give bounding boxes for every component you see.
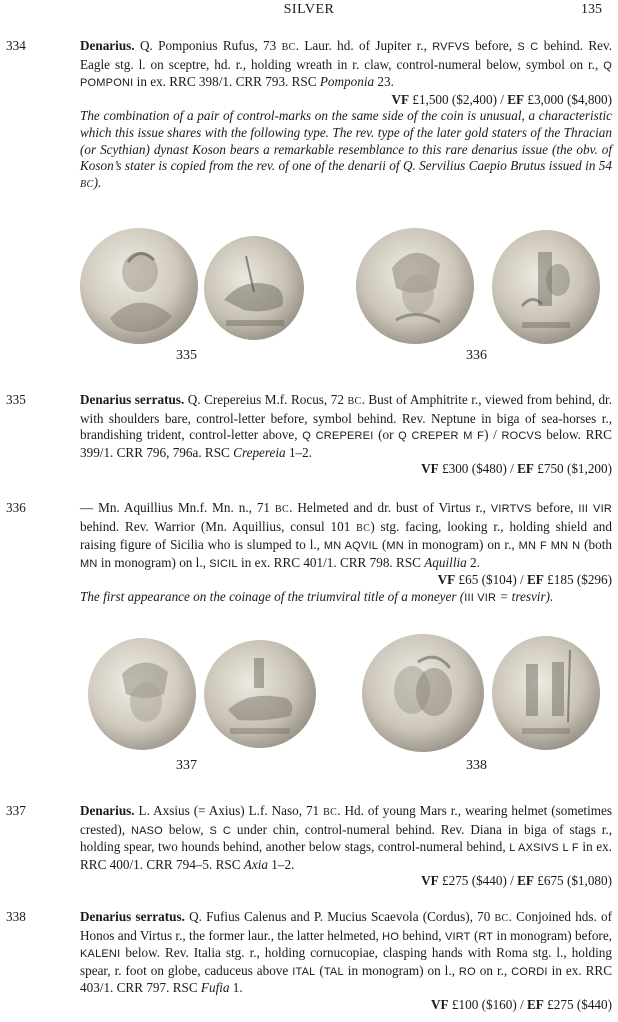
text-run: . Bust of Amphitrite r., viewed from behind, dr. with shoulders bare, control-letter before, symbol behind. Rev. Neptune in biga of sea-horses r., brandishing trident, control-letter above, (80, 392, 613, 443)
legend: TAL (323, 965, 344, 978)
text-run: in ex. RRC 401/1. CRR 798. RSC (237, 554, 425, 570)
denomination: Denarius. (80, 38, 135, 53)
neptune-biga-icon (204, 236, 304, 340)
denomination: Denarius serratus. (80, 392, 185, 407)
text-run: . Hd. of young Mars r., wearing helmet (sometimes crested), (80, 803, 612, 837)
price-line (80, 873, 612, 890)
legend: MN (386, 540, 404, 553)
text-run: (both (580, 537, 612, 553)
entry-number: 336 (6, 500, 26, 515)
price-ef: £185 ($296) (543, 572, 612, 588)
era-abbrev: BC (323, 807, 338, 818)
text-run: below. Rev. Italia stg. r., holding cornucopiae, clasping hands with Roma stg. l., holding spear, r. foot on globe, caduceus above (80, 945, 612, 978)
price-vf: £65 ($104) / (455, 572, 527, 588)
family-name: Fufia (200, 980, 230, 996)
text-run: ( (378, 537, 387, 553)
price-line (80, 92, 612, 109)
entry-number: 337 (6, 803, 26, 818)
plate-caption-337: 337 (176, 758, 197, 773)
price-ef: £675 ($1,080) (533, 873, 612, 889)
entry-description (80, 500, 612, 607)
legend: KALENI (80, 948, 121, 961)
legend: Q CREPEREI (302, 430, 374, 443)
denomination: Denarius. (80, 803, 135, 818)
entry-note (80, 108, 612, 193)
text-run: Q. Crepereius M.f. Rocus, 72 (184, 392, 348, 407)
coin-337-reverse-image (204, 640, 316, 748)
text-run: ) stg. facing, looking r., holding shield and raising figure of Sicilia who is slumped to l., (80, 518, 612, 553)
text-run: below, (162, 821, 210, 837)
coin-337-obverse-image (88, 638, 196, 750)
grade-ef: EF (517, 461, 534, 477)
coin-338-reverse-image (492, 636, 600, 750)
coin-plate-337-338 (0, 626, 618, 776)
era-abbrev: BC (80, 178, 94, 190)
family-name: Aquillia (424, 554, 467, 570)
entry-description (80, 392, 612, 478)
family-name: Axia (243, 856, 268, 872)
catalogue-entry-337 (6, 803, 612, 890)
honos-virtus-heads-icon (362, 634, 484, 752)
coin-plate-335-336 (0, 222, 618, 372)
warrior-sicilia-icon (492, 230, 600, 344)
grade-vf: VF (421, 461, 439, 477)
text-run: Q. Fufius Calenus and P. Mucius Scaevola (Cordus), 70 (184, 909, 495, 924)
family-name: Pomponia (319, 74, 375, 90)
catalogue-entry-335 (6, 392, 612, 478)
italia-roma-icon (492, 636, 600, 750)
running-title: SILVER (283, 2, 335, 17)
plate-caption-336: 336 (466, 348, 487, 363)
note-text: The combination of a pair of control-marks on the same side of the coin is unusual, a characteristic which this issue shares with the following type. The rev. type of the later gold staters of the Thracian (or Scythian) dynast Koson bears a remarkable resemblance to this rare denarius issue (the obv. of Koson’s stater is copied from the rev. of one of the denarii of Q. Servilius Caepio Brutus issued in 54 (80, 108, 612, 174)
text-run: in ex. RRC 400/1. CRR 794–5. RSC (80, 839, 612, 872)
text-run: 1–2. (285, 444, 313, 460)
grade-ef: EF (527, 572, 544, 588)
legend: CORDI (511, 965, 548, 978)
legend: VIRT (444, 930, 471, 943)
text-run: on r., (475, 962, 512, 978)
entry-description (80, 909, 612, 1014)
text-run: ( (315, 962, 324, 978)
legend: III VIR (578, 503, 612, 515)
note-text: = tresvir). (496, 588, 554, 604)
legend: Q POMPONI (80, 59, 612, 90)
text-run: behind. Rev. Eagle stg. l. on sceptre, hd. r., holding wreath in r. claw, control-numeral below, symbol on r., (80, 38, 613, 72)
entry-number: 335 (6, 392, 26, 407)
coin-338-obverse-image (362, 634, 484, 752)
text-run: under chin, control-numeral behind. Rev. Diana in biga of stags r., holding spear, two hounds behind, another below stags, control-numeral behind, (80, 821, 613, 855)
text-run: . Helmeted and dr. bust of Virtus r., (289, 500, 491, 515)
legend: S C (517, 41, 539, 53)
grade-ef: EF (507, 91, 525, 107)
text-run: in monogram) on l., (97, 554, 210, 570)
catalogue-entry-336 (6, 500, 612, 607)
text-run: before, (469, 38, 518, 53)
price-ef: £275 ($440) (543, 996, 612, 1012)
plate-caption-335: 335 (176, 348, 197, 363)
legend: MN F MN N (518, 540, 581, 553)
text-run: in monogram) on r., (403, 537, 519, 553)
legend: MN (80, 557, 98, 570)
text-run: 2. (466, 554, 480, 570)
text-run: behind. Rev. Warrior (Mn. Aquillius, consul 101 (80, 518, 357, 534)
entry-number: 338 (6, 909, 26, 924)
text-run: . Laur. hd. of Jupiter r., (295, 38, 433, 53)
note-text: The first appearance on the coinage of the triumviral title of a moneyer ( (80, 588, 465, 604)
legend: ROCVS (501, 430, 542, 443)
coin-335-obverse-image (80, 228, 198, 344)
era-abbrev: BC (494, 913, 509, 924)
page-number: 135 (581, 2, 602, 17)
era-abbrev: BC (356, 522, 371, 534)
text-run: before, (531, 500, 579, 515)
text-run: (or (373, 427, 399, 443)
grade-vf: VF (431, 996, 449, 1012)
coin-336-reverse-image (492, 230, 600, 344)
legend: L AXSIVS L F (509, 842, 579, 855)
legend: Q CREPER M F (398, 430, 485, 443)
legend: MN AQVIL (323, 540, 379, 553)
running-head (0, 2, 618, 20)
legend: S C (209, 824, 232, 837)
mars-head-icon (88, 638, 196, 750)
grade-vf: VF (421, 873, 439, 889)
virtus-bust-icon (356, 228, 474, 344)
price-line (438, 572, 612, 589)
era-abbrev: BC (274, 504, 290, 515)
legend: III VIR (464, 591, 497, 604)
text-run: in ex. RRC 403/1. CRR 797. RSC (80, 962, 612, 996)
price-ef: £750 ($1,200) (533, 461, 612, 477)
text-run: . Conjoined hds. of Honos and Virtus r., the former laur., the latter helmeted, (80, 909, 612, 943)
grade-ef: EF (517, 873, 534, 889)
grade-ef: EF (527, 996, 544, 1012)
price-vf: £1,500 ($2,400) / (409, 91, 508, 107)
text-run: behind, (399, 927, 445, 943)
price-vf: £300 ($480) / (438, 461, 518, 477)
legend: RVFVS (432, 41, 470, 53)
legend: SICIL (209, 557, 238, 570)
text-run: in monogram) on l., (343, 962, 459, 978)
text-run: 1. (229, 980, 243, 996)
text-run: — Mn. Aquillius Mn.f. Mn. n., 71 (80, 500, 275, 515)
price-ef: £3,000 ($4,800) (524, 91, 612, 107)
grade-vf: VF (437, 572, 456, 588)
entry-description (80, 38, 612, 193)
price-line (80, 461, 612, 478)
legend: RT (478, 930, 494, 943)
text-run: below. RRC 399/1. CRR 796, 796a. RSC (80, 427, 612, 460)
plate-caption-338: 338 (466, 758, 487, 773)
coin-335-reverse-image (204, 236, 304, 340)
denomination: Denarius serratus. (80, 909, 185, 924)
text-run: 1–2. (267, 856, 295, 872)
diana-biga-icon (204, 640, 316, 748)
text-run: ( (470, 927, 479, 943)
grade-vf: VF (391, 91, 410, 107)
era-abbrev: BC (347, 396, 362, 407)
legend: VIRTVS (490, 503, 532, 515)
price-vf: £100 ($160) / (448, 996, 527, 1012)
text-run: L. Axsius (= Axius) L.f. Naso, 71 (134, 803, 324, 818)
entry-description (80, 803, 612, 890)
amphitrite-bust-icon (80, 228, 198, 344)
price-line (80, 997, 612, 1014)
entry-number: 334 (6, 38, 26, 53)
entry-note (80, 589, 612, 607)
text-run: 23. (374, 74, 394, 90)
legend: ITAL (292, 965, 316, 978)
legend: NASO (130, 824, 163, 837)
note-text: ). (93, 174, 102, 190)
text-run: Q. Pomponius Rufus, 73 (134, 38, 282, 53)
text-run: in monogram) before, (493, 927, 612, 943)
catalogue-entry-338 (6, 909, 612, 1014)
catalogue-entry-334 (6, 38, 612, 193)
text-run: ) / (484, 427, 502, 443)
price-vf: £275 ($440) / (438, 873, 518, 889)
family-name: Crepereia (233, 444, 286, 460)
era-abbrev: BC (281, 42, 296, 53)
coin-336-obverse-image (356, 228, 474, 344)
legend: HO (382, 930, 400, 943)
legend: RO (458, 965, 476, 978)
text-run: in ex. RRC 398/1. CRR 793. RSC (133, 74, 320, 90)
